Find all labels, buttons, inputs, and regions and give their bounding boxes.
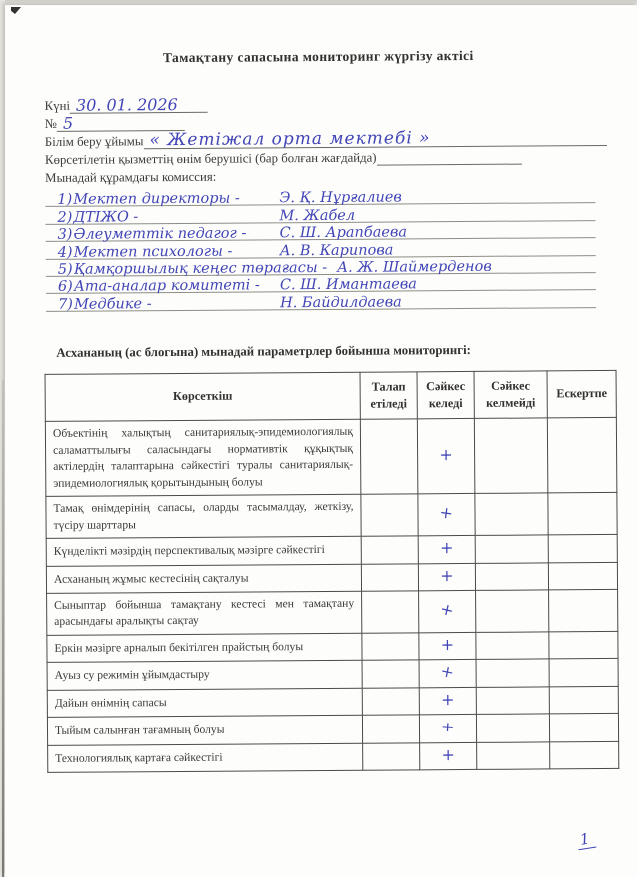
required-cell <box>362 591 419 633</box>
indicator-cell: Технологиялық картаға сәйкестігі <box>48 743 363 773</box>
commission-row-number: 3) <box>57 226 73 244</box>
commission-row-number: 7) <box>57 296 73 313</box>
note-cell <box>548 493 617 535</box>
monitoring-subheading: Асхананың (ас блогына) мынадай параметрлер бойынша мониторингі: <box>56 342 471 360</box>
date-handwritten-value: 30. 01. 2026 <box>75 94 178 115</box>
table-row <box>47 659 618 690</box>
commission-member-role: Мектеп директоры - <box>73 190 240 209</box>
monitoring-table <box>45 370 620 773</box>
commission-row-number: 5) <box>57 261 73 278</box>
note-cell <box>549 686 618 714</box>
complies-cell <box>419 715 476 743</box>
required-cell <box>362 660 419 688</box>
table-row <box>46 493 617 539</box>
commission-member-name: С. Ш. Имантаева <box>279 276 417 294</box>
handwritten-plus-mark: + <box>439 661 457 683</box>
note-cell <box>549 714 618 742</box>
number-handwritten-value: 5 <box>62 113 74 133</box>
table-row <box>46 562 617 593</box>
required-cell <box>361 563 418 591</box>
form-header <box>45 93 608 186</box>
handwritten-plus-mark: + <box>439 538 454 558</box>
document-content <box>2 3 637 877</box>
handwritten-plus-mark: + <box>441 744 455 764</box>
not-complies-cell <box>474 418 548 493</box>
complies-cell <box>420 742 477 770</box>
header-required: Талап етіледі <box>360 372 417 420</box>
commission-member-name: А. В. Карипова <box>279 242 394 259</box>
handwritten-plus-mark: + <box>440 565 454 585</box>
table-header-row <box>45 370 616 422</box>
handwritten-plus-mark: + <box>438 502 455 524</box>
number-label: № <box>44 116 58 131</box>
not-complies-cell <box>476 632 549 660</box>
table-row <box>47 714 618 745</box>
supplier-label: Көрсетілетін қызметтің өнім берушісі (бар болған жағдайда) <box>44 150 377 167</box>
note-cell <box>549 589 618 631</box>
complies-cell <box>419 687 476 715</box>
not-complies-cell <box>476 687 549 715</box>
note-cell <box>547 418 617 493</box>
required-cell <box>362 715 419 743</box>
not-complies-cell <box>475 562 548 590</box>
commission-row-number: 6) <box>57 279 73 296</box>
note-cell <box>549 631 618 659</box>
commission-member-role: Ата-аналар комитеті - <box>73 277 260 296</box>
header-indicator: Көрсеткіш <box>45 372 360 422</box>
complies-cell <box>419 632 476 660</box>
organization-blank-line <box>143 128 607 149</box>
complies-cell <box>417 419 475 494</box>
handwritten-plus-mark: + <box>439 445 453 465</box>
required-cell <box>362 633 419 661</box>
indicator-cell: Күнделікті мәзірдің перспективалық мәзірге сәйкестігі <box>46 536 361 566</box>
indicator-cell: Объектінің халықтың санитариялық-эпидемиологиялық саламаттылығы саласындағы нормативтік құқықтық актілердің талаптарына сәйкестігі туралы санитариялық-эпидемиологиялық қорытындының болуы <box>45 420 361 497</box>
complies-cell <box>418 563 475 591</box>
commission-row-number: 4) <box>57 244 73 261</box>
handwritten-plus-mark: + <box>440 719 456 735</box>
note-cell <box>549 659 618 687</box>
date-blank-line <box>70 95 208 114</box>
document-title: Тамақтану сапасына мониторинг жүргізу актісі <box>162 47 474 66</box>
commission-member-name: Н. Байдилдаева <box>279 294 402 312</box>
scan-artifact-edge-line <box>2 380 4 877</box>
table-row <box>45 418 617 497</box>
date-label: Күні <box>44 98 71 113</box>
not-complies-cell <box>476 659 549 687</box>
commission-member-role: Қамқоршылық кеңес төрағасы - <box>73 259 328 278</box>
commission-member-name: А. Ж. Шаймерденов <box>337 258 492 276</box>
complies-cell <box>418 536 475 564</box>
commission-label: Мынадай құрамдағы комиссия: <box>45 169 217 185</box>
not-complies-cell <box>476 714 549 742</box>
header-complies: Сәйкес келеді <box>417 371 474 419</box>
required-cell <box>362 688 419 716</box>
indicator-cell: Еркін мәзірге арналып бекітілген прайстың болуы <box>47 633 362 663</box>
indicator-cell: Ауыз су режимін ұйымдастыру <box>47 661 362 691</box>
table-row <box>47 631 618 662</box>
complies-cell <box>419 590 476 632</box>
header-not-complies: Сәйкес келмейді <box>474 371 547 419</box>
required-cell <box>361 536 418 564</box>
commission-member-role: Мектеп психологы - <box>73 243 233 261</box>
not-complies-cell <box>475 535 548 563</box>
commission-row-number: 1) <box>57 192 73 209</box>
table-row <box>46 535 617 566</box>
required-cell <box>361 494 418 536</box>
required-cell <box>363 743 420 771</box>
indicator-cell: Дайын өнімнің сапасы <box>47 688 362 718</box>
handwritten-plus-mark: + <box>440 634 455 655</box>
handwritten-plus-mark: + <box>441 689 455 709</box>
paper-sheet <box>5 5 637 877</box>
required-cell <box>360 419 418 494</box>
commission-member-role: Медбике - <box>73 295 152 313</box>
complies-cell <box>418 494 475 536</box>
table-row <box>47 686 618 717</box>
handwritten-plus-mark: + <box>438 599 457 621</box>
not-complies-cell <box>476 590 549 632</box>
organization-label: Білім беру ұйымы <box>44 134 144 149</box>
commission-member-name: С. Ш. Арапбаева <box>279 224 408 242</box>
indicator-cell: Асхананың жұмыс кестесінің сақталуы <box>46 564 361 594</box>
table-row <box>48 741 619 772</box>
indicator-cell: Сыныптар бойынша тамақтану кестесі мен тамақтану арасындағы аралықты сақтау <box>47 591 362 635</box>
commission-intro-row <box>45 165 607 186</box>
table-row <box>47 589 618 635</box>
header-note: Ескертпе <box>547 370 616 418</box>
number-blank-line <box>57 113 185 132</box>
not-complies-cell <box>477 742 550 770</box>
commission-row-number: 2) <box>57 209 73 226</box>
note-cell <box>548 562 617 590</box>
commission-member-role: ДТІЖО - <box>73 209 139 226</box>
supplier-blank-line <box>376 147 521 166</box>
not-complies-cell <box>475 493 548 535</box>
organization-handwritten-value: « Жетіжал орта мектебі » <box>149 128 431 151</box>
indicator-cell: Тамақ өнімдерінің сапасы, оларды тасымалдау, жеткізу, түсіру шарттары <box>46 494 361 538</box>
commission-member-name: Э. Қ. Нұрғалиев <box>279 189 402 207</box>
commission-member-name: М. Жабел <box>279 207 356 225</box>
complies-cell <box>419 660 476 688</box>
note-cell <box>550 741 619 769</box>
handwritten-page-number: 1 <box>576 829 596 851</box>
commission-member-role: Әлеуметтік педагог - <box>73 225 247 243</box>
indicator-cell: Тыйым салынған тағамның болуы <box>47 715 362 745</box>
note-cell <box>548 535 617 563</box>
commission-list <box>45 186 596 312</box>
